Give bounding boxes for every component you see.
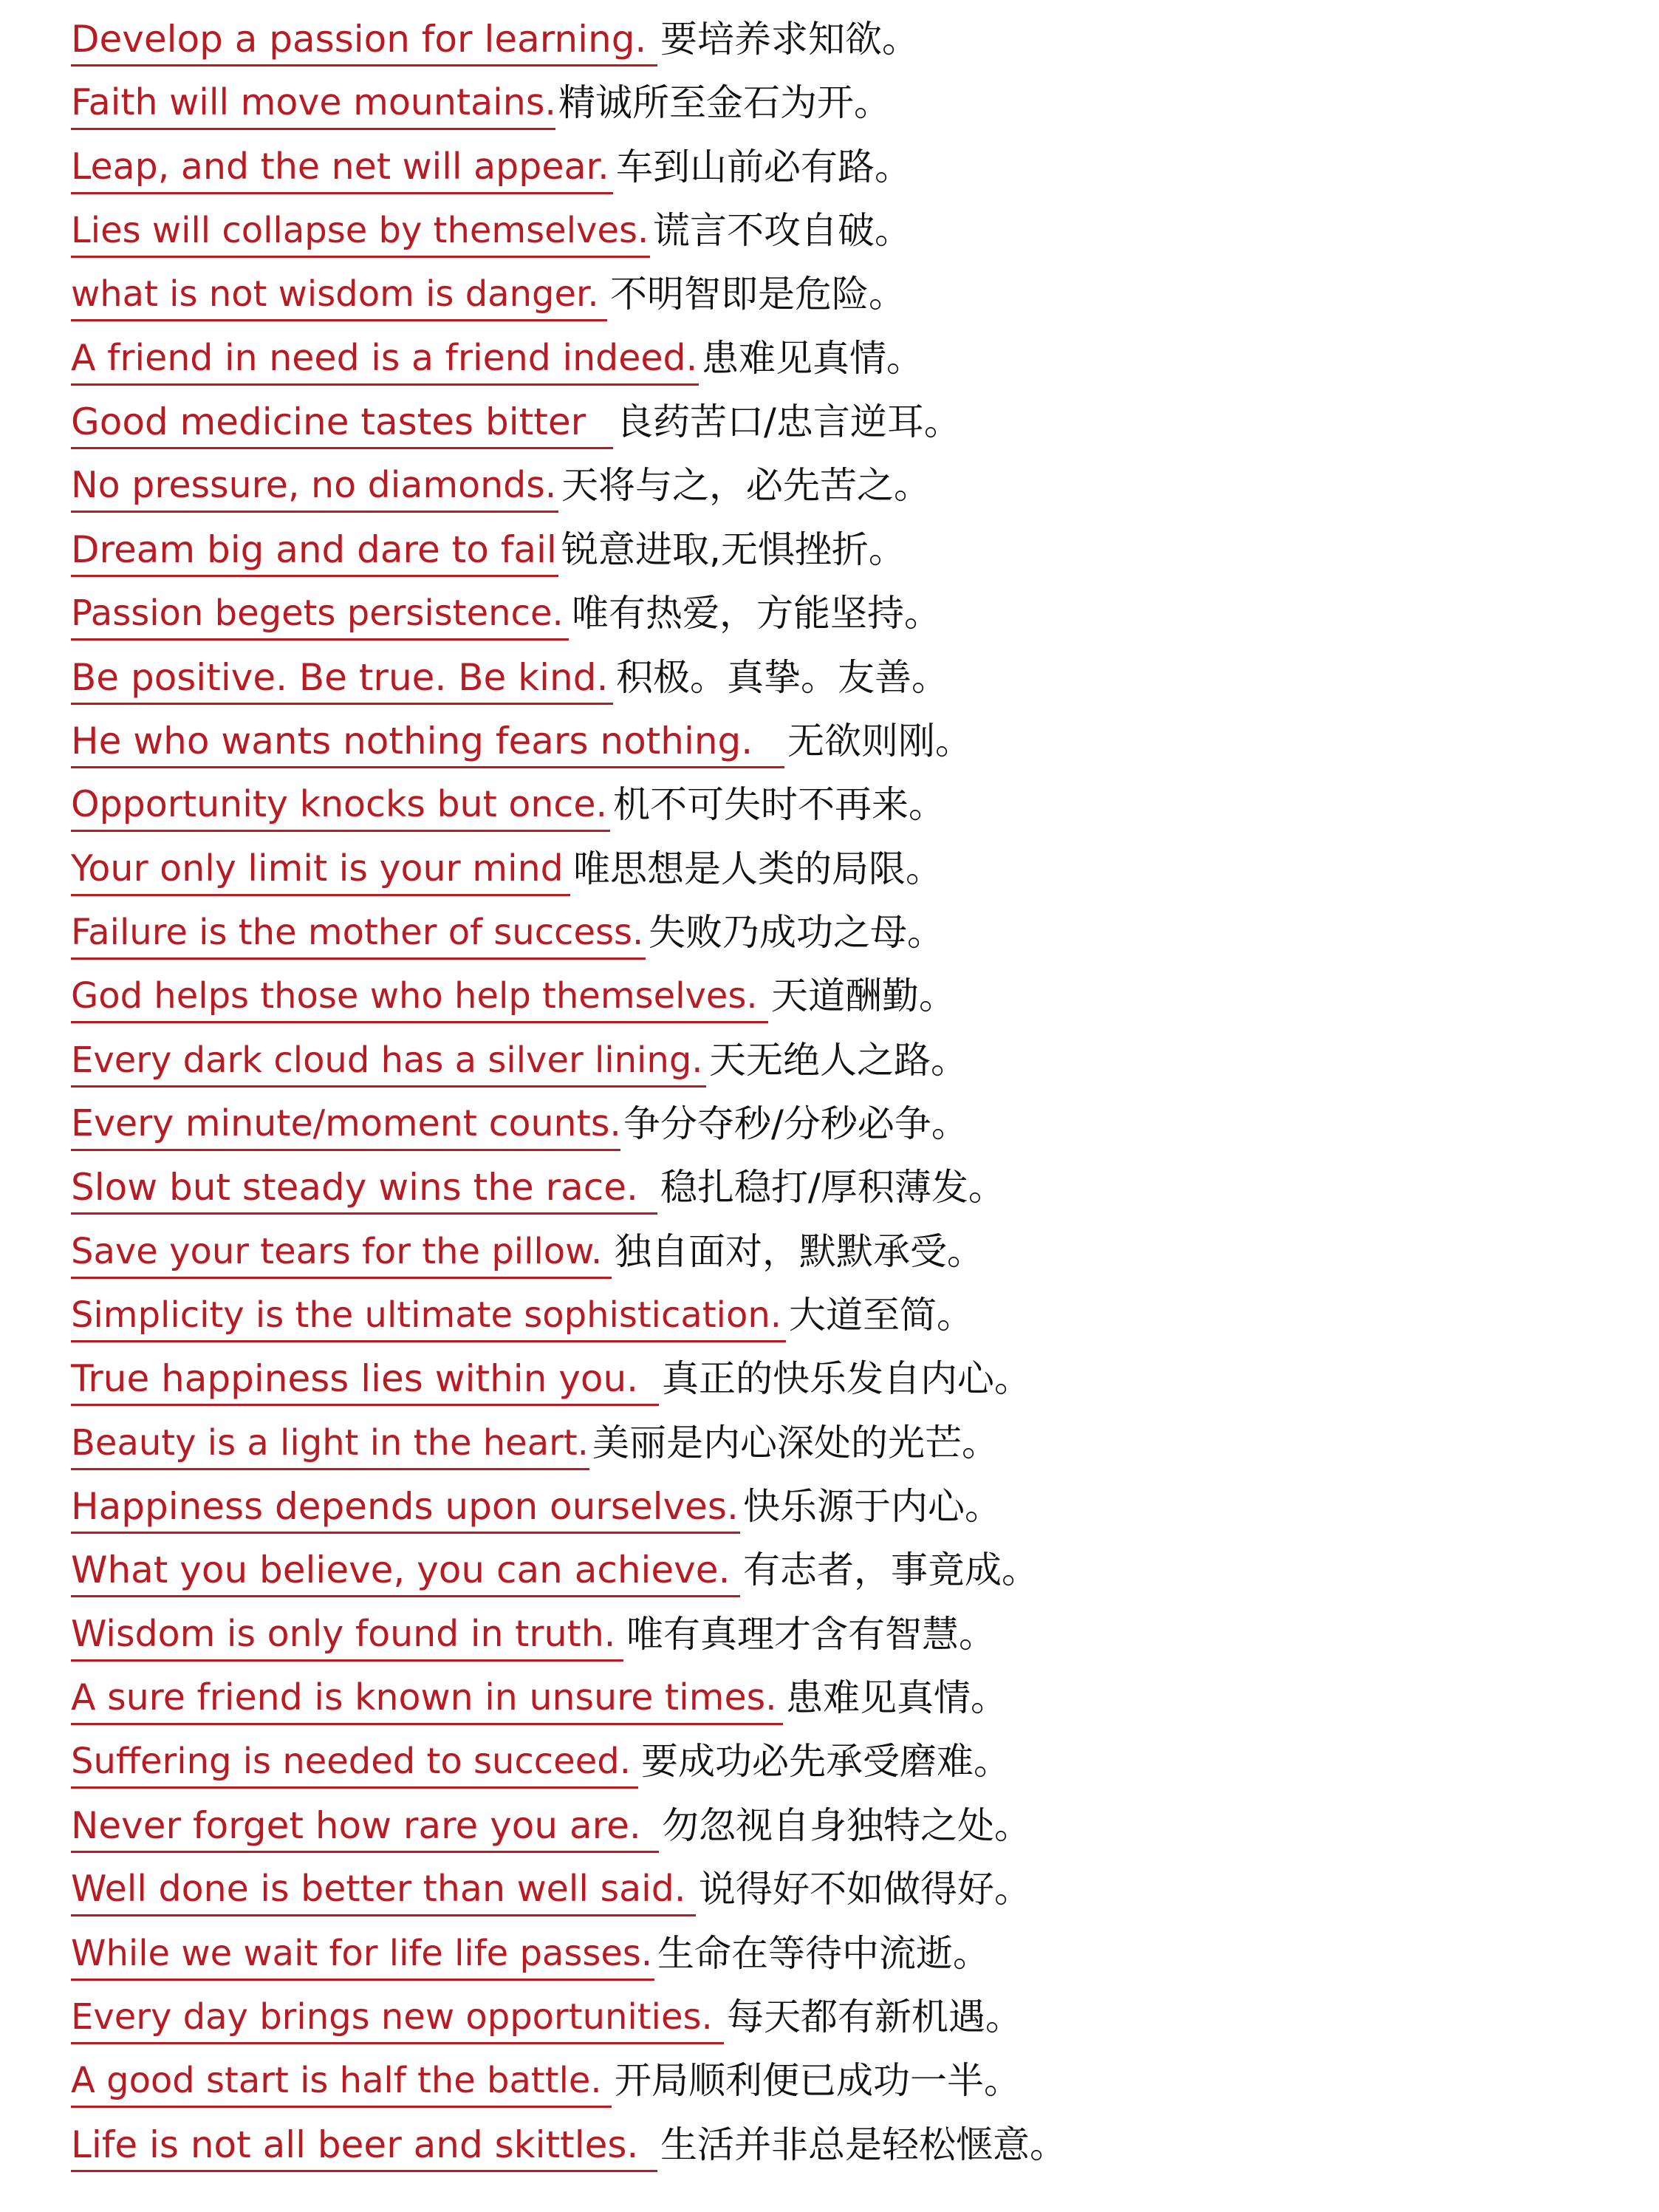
english-phrase: Dream big and dare to fail	[71, 526, 558, 577]
chinese-translation: 天将与之，必先苦之。	[561, 464, 931, 507]
phrase-row	[71, 7, 919, 66]
english-phrase: Every minute/moment counts.	[71, 1100, 620, 1151]
chinese-translation: 无欲则刚。	[787, 720, 972, 762]
phrase-row	[71, 837, 943, 896]
phrase-row	[71, 2049, 1021, 2108]
english-phrase: A good start is half the battle.	[71, 2057, 612, 2108]
phrase-row	[71, 327, 923, 386]
chinese-translation: 谎言不攻自破。	[653, 209, 911, 252]
english-phrase: Develop a passion for learning.	[71, 16, 657, 66]
chinese-translation: 美丽是内心深处的光芒。	[592, 1421, 999, 1464]
english-phrase: Be positive. Be true. Be kind.	[71, 654, 613, 705]
chinese-translation: 天无绝人之路。	[709, 1039, 968, 1082]
chinese-translation: 要培养求知欲。	[660, 18, 919, 61]
english-phrase: Failure is the mother of success.	[71, 909, 646, 960]
phrase-row	[71, 901, 944, 960]
phrase-row	[71, 2113, 1067, 2172]
phrase-row	[71, 135, 911, 194]
english-phrase: Passion begets persistence.	[71, 590, 569, 641]
english-phrase: God helps those who help themselves.	[71, 972, 768, 1023]
english-phrase: A friend in need is a friend indeed.	[71, 335, 699, 386]
chinese-translation: 患难见真情。	[786, 1676, 1008, 1719]
english-phrase: Your only limit is your mind	[71, 845, 570, 896]
chinese-translation: 唯有真理才含有智慧。	[626, 1613, 996, 1656]
chinese-translation: 每天都有新机遇。	[727, 1996, 1022, 2038]
english-phrase: Wisdom is only found in truth.	[71, 1611, 623, 1662]
phrase-row	[71, 518, 906, 577]
phrase-row	[71, 262, 906, 321]
english-phrase: Opportunity knocks but once.	[71, 781, 610, 832]
phrase-row	[71, 1028, 968, 1088]
chinese-translation: 良药苦口/忠言逆耳。	[616, 400, 961, 443]
english-phrase: Faith will move mountains.	[71, 79, 555, 130]
phrase-row	[71, 1475, 1002, 1534]
phrase-row	[71, 581, 941, 641]
phrase-row	[71, 1794, 1031, 1853]
english-phrase: Good medicine tastes bitter	[71, 398, 613, 449]
english-phrase: Lies will collapse by themselves.	[71, 207, 650, 258]
english-phrase: True happiness lies within you.	[71, 1355, 659, 1406]
chinese-translation: 患难见真情。	[702, 337, 923, 380]
chinese-translation: 生命在等待中流逝。	[657, 1932, 990, 1975]
chinese-translation: 稳扎稳打/厚积薄发。	[660, 1166, 1005, 1209]
english-phrase: No pressure, no diamonds.	[71, 462, 558, 513]
chinese-translation: 独自面对，默默承受。	[615, 1230, 984, 1273]
english-phrase: Well done is better than well said.	[71, 1865, 696, 1916]
chinese-translation: 天道酬勤。	[771, 974, 956, 1017]
phrase-row	[71, 1857, 1031, 1916]
chinese-translation: 说得好不如做得好。	[699, 1868, 1031, 1911]
phrase-row	[71, 390, 961, 449]
chinese-translation: 唯有热爱，方能坚持。	[572, 592, 941, 635]
phrase-row	[71, 1666, 1008, 1725]
english-phrase: Happiness depends upon ourselves.	[71, 1483, 740, 1534]
phrase-row	[71, 1602, 996, 1662]
phrase-row	[71, 773, 945, 832]
english-phrase: He who wants nothing fears nothing.	[71, 717, 784, 768]
english-phrase: Never forget how rare you are.	[71, 1802, 659, 1853]
chinese-translation: 锐意进取,无惧挫折。	[561, 528, 906, 571]
english-phrase: Save your tears for the pillow.	[71, 1228, 612, 1279]
english-phrase: Beauty is a light in the heart.	[71, 1419, 589, 1470]
phrase-row	[71, 1092, 968, 1151]
chinese-translation: 失败乃成功之母。	[649, 911, 944, 954]
chinese-translation: 有志者，事竟成。	[743, 1549, 1039, 1591]
chinese-translation: 争分夺秒/分秒必争。	[623, 1102, 968, 1145]
english-phrase: While we wait for life life passes.	[71, 1930, 654, 1981]
english-phrase: Slow but steady wins the race.	[71, 1164, 657, 1215]
chinese-translation: 唯思想是人类的局限。	[573, 847, 943, 890]
phrase-row	[71, 709, 972, 768]
english-phrase: Suffering is needed to succeed.	[71, 1738, 638, 1789]
chinese-translation: 生活并非总是轻松惬意。	[660, 2123, 1067, 2166]
chinese-translation: 车到山前必有路。	[616, 146, 911, 188]
chinese-translation: 勿忽视自身独特之处。	[662, 1804, 1031, 1847]
chinese-translation: 积极。真挚。友善。	[616, 656, 948, 699]
phrase-row	[71, 454, 931, 513]
phrase-row	[71, 1730, 1010, 1789]
chinese-translation: 不明智即是危险。	[610, 273, 906, 315]
phrase-row	[71, 1985, 1022, 2044]
phrase-row	[71, 1347, 1031, 1406]
chinese-translation: 快乐源于内心。	[743, 1485, 1002, 1528]
phrase-row	[71, 1156, 1005, 1215]
english-phrase: Every dark cloud has a silver lining.	[71, 1037, 706, 1088]
phrase-row	[71, 1220, 984, 1279]
english-phrase: Every day brings new opportunities.	[71, 1993, 724, 2044]
phrase-row	[71, 964, 956, 1023]
phrase-row	[71, 1283, 974, 1342]
english-phrase: A sure friend is known in unsure times.	[71, 1674, 783, 1725]
chinese-translation: 真正的快乐发自内心。	[662, 1357, 1031, 1400]
chinese-translation: 要成功必先承受磨难。	[641, 1740, 1010, 1783]
phrase-row	[71, 646, 948, 705]
chinese-translation: 大道至简。	[789, 1294, 974, 1337]
english-phrase: What you believe, you can achieve.	[71, 1546, 740, 1597]
english-phrase: what is not wisdom is danger.	[71, 270, 607, 321]
phrase-row	[71, 71, 891, 130]
phrase-row	[71, 1538, 1039, 1597]
chinese-translation: 开局顺利便已成功一半。	[615, 2059, 1021, 2102]
english-phrase: Simplicity is the ultimate sophistication.	[71, 1291, 786, 1342]
phrase-row	[71, 1922, 990, 1981]
english-phrase: Life is not all beer and skittles.	[71, 2121, 657, 2172]
english-phrase: Leap, and the net will appear.	[71, 143, 613, 194]
chinese-translation: 精诚所至金石为开。	[558, 81, 891, 124]
chinese-translation: 机不可失时不再来。	[613, 783, 945, 826]
phrase-row	[71, 1411, 999, 1470]
phrase-row	[71, 199, 911, 258]
